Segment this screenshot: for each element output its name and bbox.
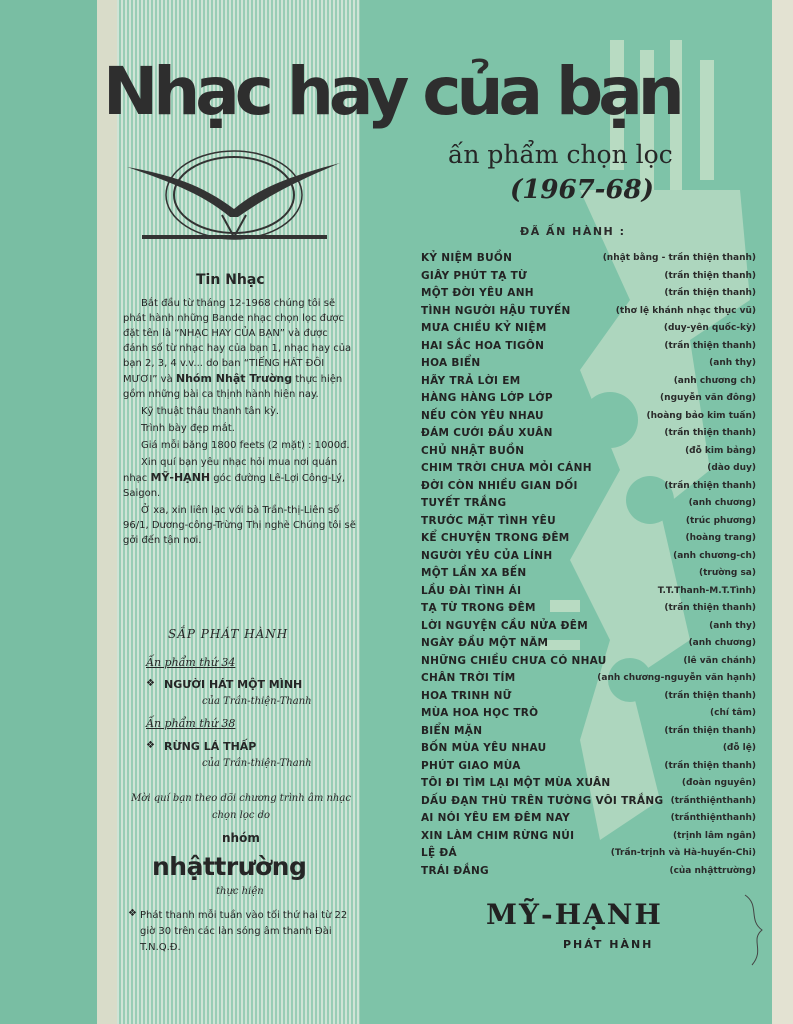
- song-row: [421, 373, 756, 391]
- song-author: (anh thy): [709, 620, 756, 631]
- song-author: (anh chương): [688, 638, 756, 648]
- song-author: (của nhậttrường): [669, 865, 756, 876]
- song-title: LỜI NGUYỆN CẦU NỬA ĐÊM: [421, 619, 588, 632]
- group-name: nhậttrường: [152, 852, 307, 881]
- broadcast-text: Phát thanh mỗi tuần vào tối thứ hai từ 22 giờ 30 trên các làn sóng âm thanh Đài T.N.Q.Đ.: [140, 910, 348, 953]
- song-row: [421, 863, 756, 881]
- song-title: GIÂY PHÚT TẠ TỪ: [421, 269, 528, 282]
- news-body: [123, 296, 356, 550]
- song-row: [421, 513, 756, 531]
- song-author: (trầnthiệnthanh): [670, 795, 756, 806]
- diamond-bullet-icon: ❖: [128, 908, 137, 919]
- upcoming-song: RỪNG LÁ THẤP: [164, 740, 257, 753]
- song-title: TRÁI ĐẮNG: [421, 864, 489, 877]
- news-text: Xin quí bạn yêu nhạc hỏi mua nơi quán nhạc: [123, 457, 338, 484]
- news-paragraph-3: Trình bày đẹp mắt.: [141, 423, 235, 434]
- news-text-bold: Nhóm Nhật Trường: [175, 372, 293, 385]
- song-title: HÃY TRẢ LỜI EM: [421, 374, 521, 387]
- song-row: [421, 443, 756, 461]
- signature-icon: [740, 890, 770, 970]
- song-row: [421, 828, 756, 846]
- song-author: (trần thiện thanh): [664, 480, 756, 491]
- song-author: T.T.Thanh-M.T.Tình): [657, 585, 756, 596]
- left-green-margin: [0, 0, 97, 1024]
- song-row: [421, 845, 756, 863]
- published-song-list: [421, 250, 756, 880]
- song-row: [421, 478, 756, 496]
- song-title: BIỂN MẶN: [421, 724, 483, 737]
- song-title: MỘT ĐỜI YÊU ANH: [421, 287, 534, 299]
- song-row: [421, 600, 756, 618]
- song-title: MƯA CHIỀU KỶ NIỆM: [421, 322, 547, 334]
- song-title: NGƯỜI YÊU CỦA LÍNH: [421, 549, 553, 562]
- song-row: [421, 268, 756, 286]
- song-author: (trần thiện thanh): [664, 270, 756, 281]
- upcoming-title: SẮP PHÁT HÀNH: [168, 627, 289, 641]
- song-author: (đỗ lệ): [722, 743, 756, 753]
- song-author: (anh chương): [688, 498, 756, 508]
- song-title: NHỮNG CHIỀU CHƯA CÓ NHAU: [421, 654, 607, 667]
- upcoming-author: của Trần-thiện-Thanh: [202, 696, 312, 707]
- song-author: (anh chương-ch): [673, 550, 756, 561]
- news-paragraph-2: Kỹ thuật thâu thanh tân kỳ.: [141, 406, 280, 417]
- news-paragraph-4: Giá mỗi băng 1800 feets (2 mặt) : 1000đ.: [141, 440, 350, 451]
- news-paragraph-5: [123, 455, 356, 501]
- news-text: Bắt đầu từ tháng 12-1968 chúng tôi sẽ phát hành những Bande nhạc chọn lọc được đặt tên là “NHẠC HAY CỦA BẠN” và được đánh số từ nhạc hay của bạn 1, nhạc hay của bạn 2, 3, 4 v.v... do ban “TIẾNG HÁT ĐÔI MƯƠI” và: [123, 298, 352, 385]
- published-label: ĐÃ ẤN HÀNH :: [520, 225, 626, 238]
- news-paragraph-6: Ở xa, xin liên lạc với bà Trần-thị-Liên số 96/1, Dương-công-Trừng Thị nghè Chúng tôi sẽ gởi đến tận nơi.: [123, 505, 356, 546]
- news-title: Tin Nhạc: [196, 272, 265, 288]
- song-row: [421, 758, 756, 776]
- song-row: [421, 548, 756, 566]
- song-row: [421, 775, 756, 793]
- song-row: [421, 565, 756, 583]
- song-row: [421, 793, 756, 811]
- upcoming-issue-label: Ấn phẩm thứ 34: [146, 656, 236, 669]
- song-title: CHỦ NHẬT BUỒN: [421, 444, 525, 457]
- song-author: (đỗ kim bảng): [685, 445, 756, 456]
- invite-text: Mời quí bạn theo dõi chương trình âm nhạc chọn lọc do: [131, 793, 351, 821]
- song-title: HOA BIỂN: [421, 357, 481, 369]
- song-author: (hoàng trang): [685, 533, 756, 543]
- song-title: HÀNG HÀNG LỚP LỚP: [421, 392, 553, 404]
- song-title: XIN LÀM CHIM RỪNG NÚI: [421, 829, 575, 842]
- song-row: [421, 705, 756, 723]
- song-title: KỶ NIỆM BUỒN: [421, 252, 513, 264]
- song-row: [421, 688, 756, 706]
- song-title: MÙA HOA HỌC TRÒ: [421, 707, 539, 719]
- song-row: [421, 653, 756, 671]
- song-title: LỆ ĐÁ: [421, 847, 457, 859]
- song-title: MỘT LẦN XA BẾN: [421, 567, 527, 579]
- song-row: [421, 810, 756, 828]
- song-row: [421, 530, 756, 548]
- song-title: ĐÁM CƯỚI ĐẦU XUÂN: [421, 427, 553, 439]
- song-author: (trần thiện thanh): [664, 603, 756, 613]
- song-author: (trần thiện thanh): [664, 340, 756, 351]
- song-title: TÌNH NGƯỜI HẬU TUYẾN: [421, 304, 571, 317]
- song-title: CHIM TRỜI CHƯA MỎI CÁNH: [421, 462, 592, 474]
- song-title: NGÀY ĐẦU MỘT NĂM: [421, 637, 549, 649]
- song-row: [421, 390, 756, 408]
- diamond-bullet-icon: ❖: [146, 678, 155, 689]
- song-row: [421, 320, 756, 338]
- song-row: [421, 723, 756, 741]
- song-author: (duy-yên quốc-kỳ): [663, 323, 756, 333]
- song-title: TÔI ĐI TÌM LẠI MỘT MÙA XUÂN: [421, 777, 611, 789]
- publisher-name: MỸ-HẠNH: [486, 898, 663, 931]
- song-row: [421, 635, 756, 653]
- song-author: (anh chương-nguyễn văn hạnh): [597, 673, 756, 683]
- song-row: [421, 495, 756, 513]
- song-author: (chí tâm): [710, 708, 756, 718]
- song-title: TRƯỚC MẶT TÌNH YÊU: [421, 514, 556, 527]
- song-row: [421, 285, 756, 303]
- song-title: PHÚT GIAO MÙA: [421, 759, 521, 772]
- song-title: TUYẾT TRẮNG: [421, 497, 507, 509]
- news-text-bold: MỸ-HẠNH: [150, 471, 211, 484]
- song-title: LẦU ĐÀI TÌNH ÁI: [421, 584, 522, 597]
- song-row: [421, 425, 756, 443]
- news-text: thực hiện gồm những bài ca thịnh hành hiện nay.: [123, 374, 343, 400]
- song-row: [421, 355, 756, 373]
- subtitle: ấn phẩm chọn lọc: [448, 140, 673, 169]
- song-author: (trần thiện thanh): [664, 725, 756, 736]
- song-title: AI NÓI YÊU EM ĐÊM NAY: [421, 812, 571, 824]
- song-row: [421, 740, 756, 758]
- publisher-sub: PHÁT HÀNH: [563, 938, 654, 951]
- song-row: [421, 618, 756, 636]
- song-title: NẾU CÒN YÊU NHAU: [421, 409, 544, 422]
- song-row: [421, 408, 756, 426]
- paper-strip: [97, 0, 117, 1024]
- song-title: BỐN MÙA YÊU NHAU: [421, 742, 547, 754]
- song-author: (thơ lệ khánh nhạc thục vũ): [615, 305, 756, 316]
- song-row: [421, 460, 756, 478]
- upcoming-issue-label: Ấn phẩm thứ 38: [146, 717, 236, 730]
- song-author: (trần thiện thanh): [664, 428, 756, 438]
- group-prefix: nhóm: [222, 831, 260, 845]
- song-title: HOA TRINH NỮ: [421, 689, 512, 702]
- diamond-bullet-icon: ❖: [146, 740, 155, 751]
- upcoming-author: của Trần-thiện-Thanh: [202, 758, 312, 769]
- perform-text: thực hiện: [216, 886, 264, 897]
- song-author: (nhật bằng - trần thiện thanh): [602, 253, 756, 263]
- upcoming-song: NGƯỜI HÁT MỘT MÌNH: [164, 678, 303, 691]
- song-title: HAI SẮC HOA TIGÔN: [421, 339, 545, 352]
- song-author: (nguyễn văn đông): [660, 393, 756, 403]
- song-title: ĐỜI CÒN NHIỀU GIAN DỐI: [421, 479, 578, 492]
- song-row: [421, 670, 756, 688]
- masthead-title: Nhạc hay của bạn: [103, 53, 680, 130]
- news-text: góc đường Lê-Lợi Công-Lý, Saigon.: [123, 473, 346, 499]
- song-row: [421, 583, 756, 601]
- year-range: (1967-68): [510, 175, 654, 205]
- song-author: (trầnthiệnthanh): [670, 813, 756, 823]
- song-author: (trần thiện thanh): [664, 760, 756, 771]
- song-author: (dào duy): [707, 463, 756, 473]
- song-title: CHÂN TRỜI TÍM: [421, 672, 516, 684]
- song-author: (lê văn chánh): [683, 655, 756, 666]
- song-author: (anh chương ch): [673, 375, 756, 386]
- song-row: [421, 303, 756, 321]
- song-author: (đoàn nguyên): [681, 778, 756, 788]
- song-author: (trần thiện thanh): [664, 690, 756, 701]
- song-title: KỂ CHUYỆN TRONG ĐÊM: [421, 532, 570, 544]
- song-author: (trần thiện thanh): [664, 288, 756, 298]
- song-title: TẠ TỪ TRONG ĐÊM: [421, 602, 536, 614]
- song-row: [421, 338, 756, 356]
- song-title: DẤU ĐẠN THÙ TRÊN TƯỜNG VÔI TRẮNG: [421, 794, 664, 807]
- song-author: (trường sa): [699, 568, 756, 578]
- song-author: (Trần-trịnh và Hà-huyền-Chi): [610, 848, 756, 858]
- song-author: (anh thy): [709, 358, 756, 368]
- swallow-logo-icon: [122, 145, 347, 245]
- song-author: (hoàng bảo kim tuấn): [646, 410, 756, 421]
- news-paragraph-1: [123, 296, 356, 402]
- song-row: [421, 250, 756, 268]
- song-author: (trịnh lâm ngân): [673, 830, 756, 841]
- song-author: (trúc phương): [685, 515, 756, 526]
- paper-edge: [772, 0, 793, 1024]
